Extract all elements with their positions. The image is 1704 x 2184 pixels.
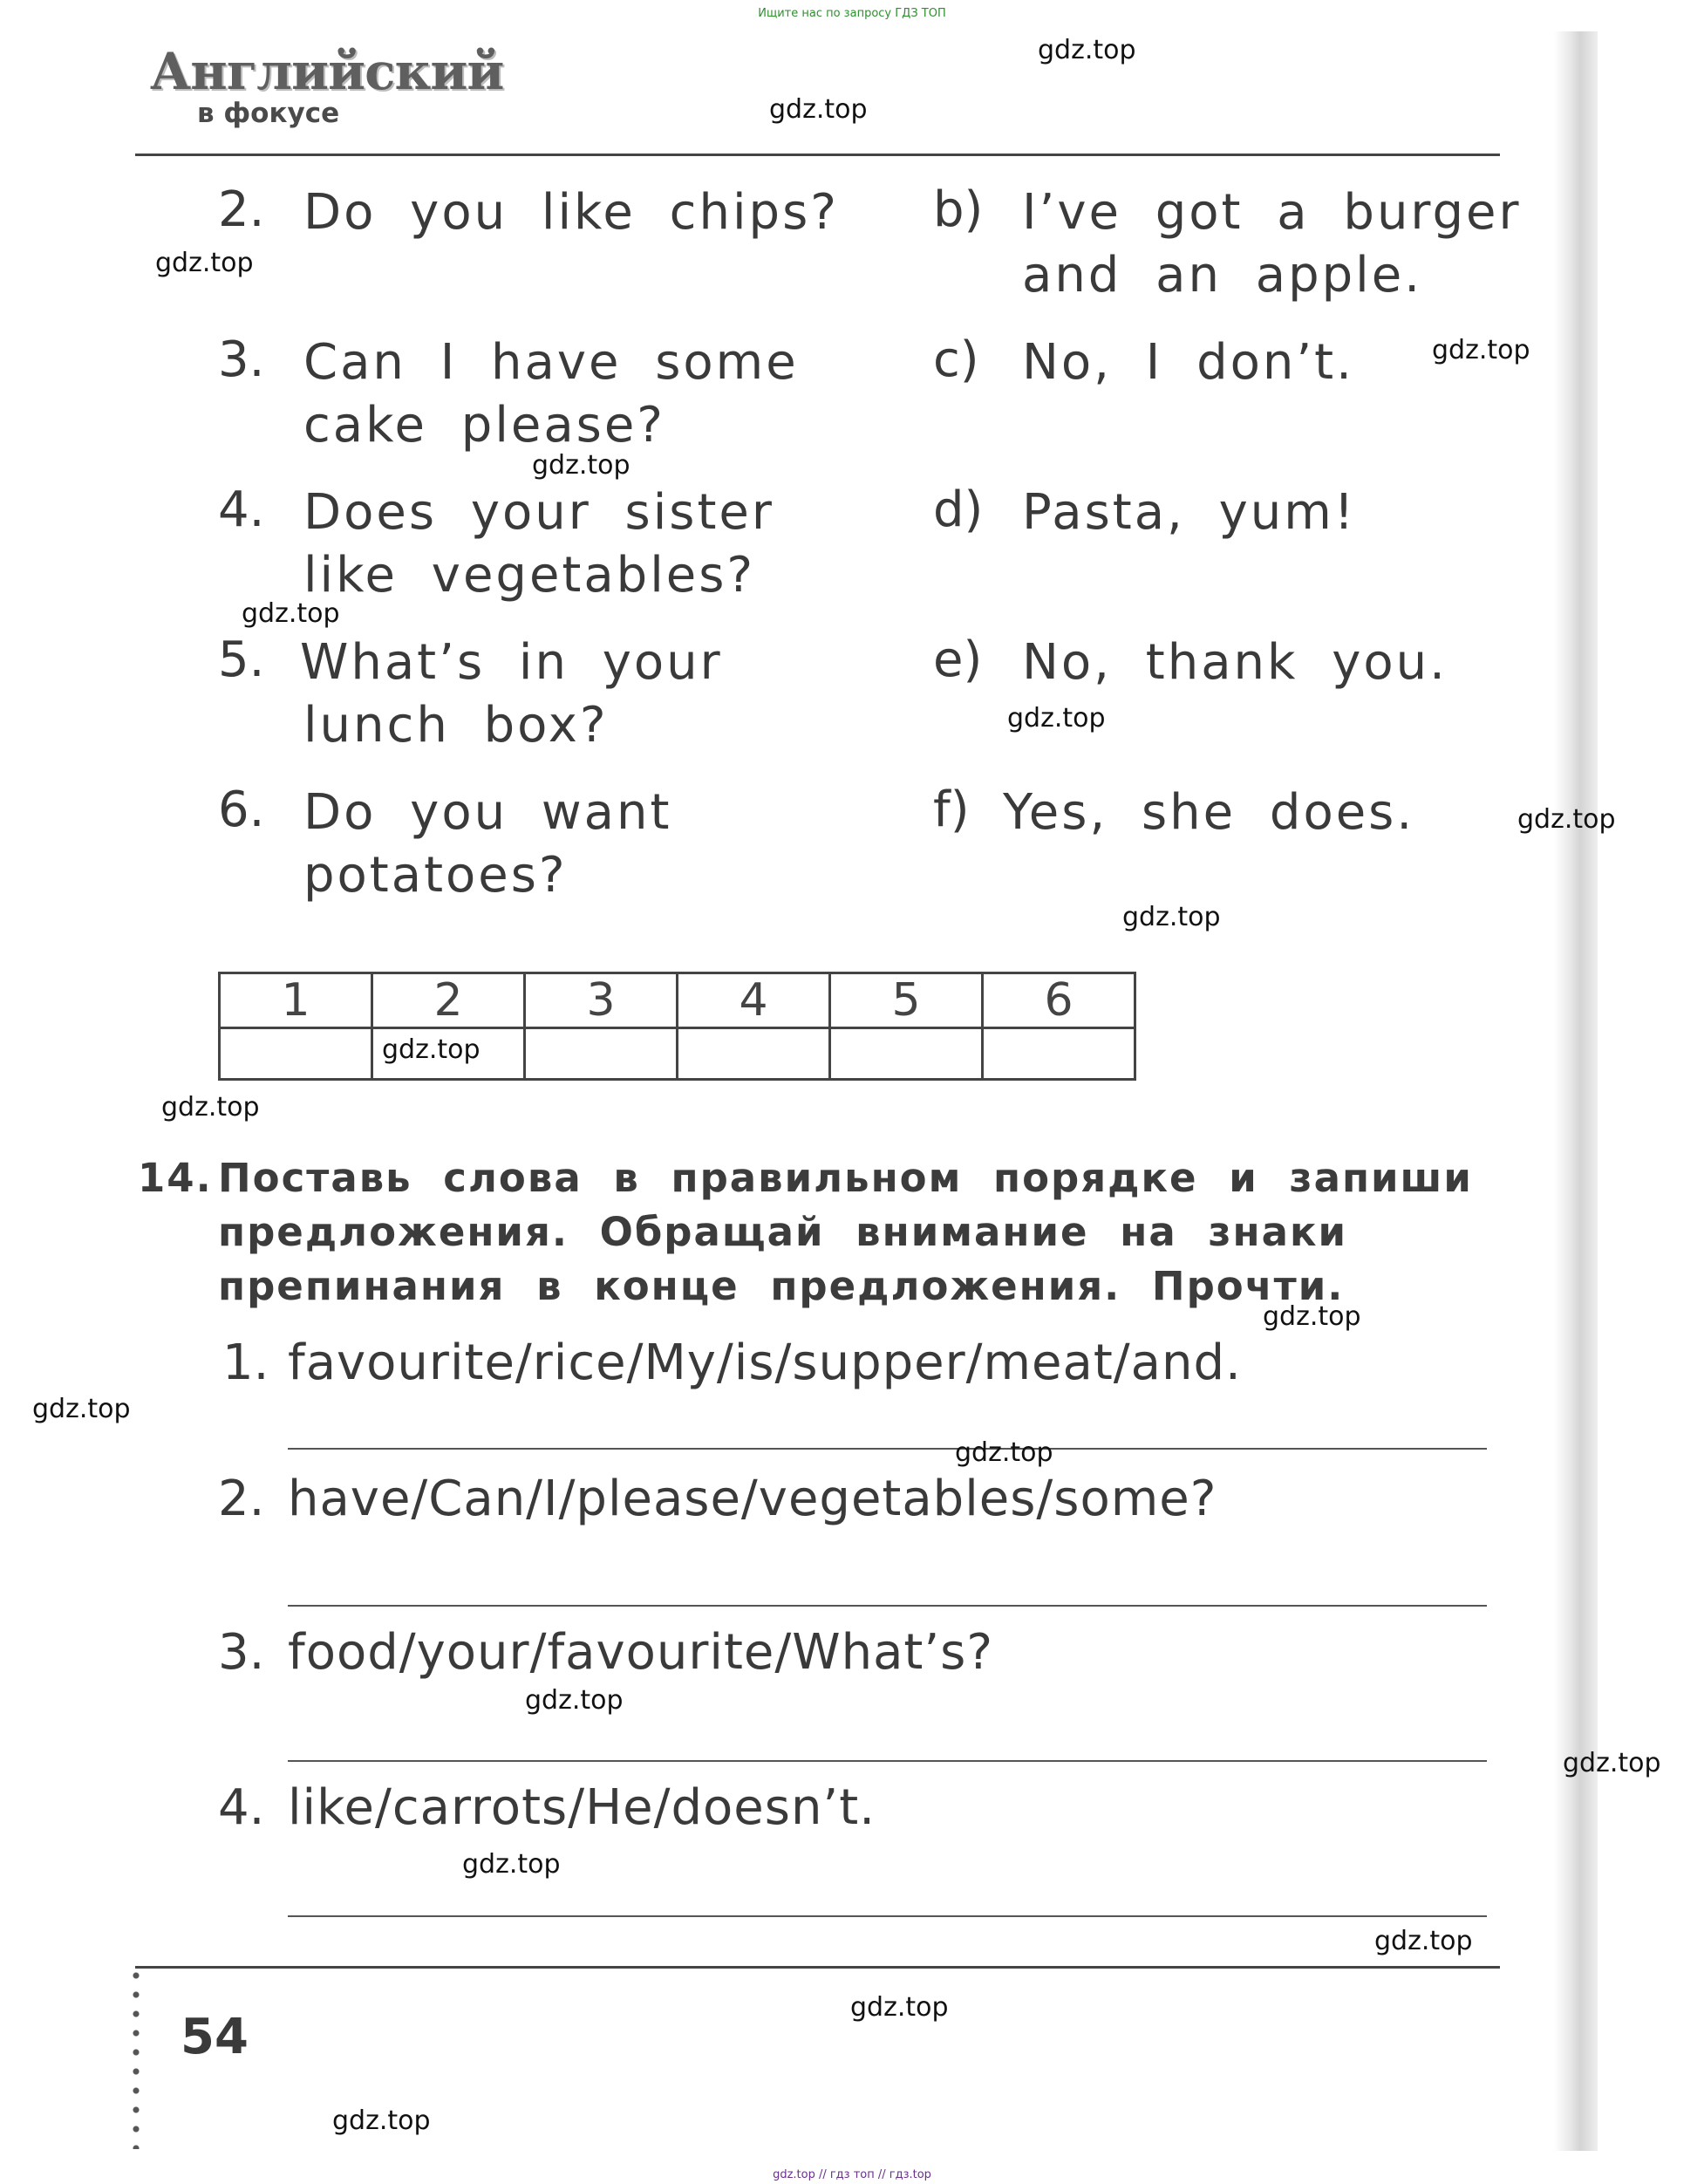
question-line: potatoes? bbox=[303, 847, 568, 904]
watermark: gdz.top bbox=[1122, 902, 1221, 932]
logo-title: Английский bbox=[150, 42, 504, 101]
table-header-cell: 4 bbox=[678, 973, 830, 1028]
answer-writing-line[interactable] bbox=[288, 1760, 1487, 1762]
watermark: gdz.top bbox=[1563, 1748, 1661, 1778]
answer-writing-line[interactable] bbox=[288, 1915, 1487, 1917]
question-number: 3. bbox=[218, 331, 265, 388]
watermark: gdz.top bbox=[382, 1034, 481, 1065]
table-answer-row bbox=[220, 1028, 1135, 1080]
table-header-cell: 3 bbox=[525, 973, 678, 1028]
page-edge-shadow bbox=[1554, 31, 1598, 2151]
table-header-cell: 2 bbox=[372, 973, 525, 1028]
question-number: 6. bbox=[218, 781, 265, 838]
logo-subtitle: в фокусе bbox=[197, 98, 340, 129]
answer-cell[interactable] bbox=[830, 1028, 983, 1080]
answer-letter: c) bbox=[933, 331, 979, 388]
question-line: Do you want bbox=[303, 784, 672, 841]
watermark: gdz.top bbox=[462, 1849, 561, 1880]
exercise-number: 3. bbox=[218, 1624, 265, 1681]
question-number: 4. bbox=[218, 481, 265, 538]
exercise-text: food/your/favourite/What’s? bbox=[288, 1624, 994, 1681]
task-instruction-line: предложения. Обращай внимание на знаки bbox=[218, 1209, 1348, 1255]
question-number: 5. bbox=[218, 631, 265, 688]
answer-cell[interactable] bbox=[678, 1028, 830, 1080]
task-instruction-line: Поставь слова в правильном порядке и запиши bbox=[218, 1155, 1473, 1201]
answer-writing-line[interactable] bbox=[288, 1605, 1487, 1607]
answer-line: No, I don’t. bbox=[1022, 334, 1354, 391]
exercise-number: 2. bbox=[218, 1471, 265, 1527]
answer-cell[interactable] bbox=[220, 1028, 372, 1080]
watermark: gdz.top bbox=[1432, 335, 1530, 365]
answer-cell[interactable] bbox=[525, 1028, 678, 1080]
margin-dots bbox=[132, 1966, 140, 2149]
watermark: gdz.top bbox=[1007, 703, 1106, 734]
answer-writing-line[interactable] bbox=[288, 1448, 1487, 1450]
exercise-number: 4. bbox=[218, 1779, 265, 1836]
question-line: Does your sister bbox=[303, 484, 774, 541]
watermark: gdz.top bbox=[850, 1992, 949, 2023]
answer-line: No, thank you. bbox=[1022, 634, 1448, 691]
watermark: gdz.top bbox=[1517, 804, 1616, 835]
answer-line: Pasta, yum! bbox=[1022, 484, 1357, 541]
watermark: gdz.top bbox=[1038, 35, 1136, 65]
answer-table bbox=[218, 972, 1136, 1081]
question-line: Can I have some bbox=[303, 334, 799, 391]
answer-letter: f) bbox=[933, 781, 970, 838]
answer-letter: d) bbox=[933, 481, 984, 538]
bottom-note: gdz.top // гдз топ // гдз.top bbox=[773, 2168, 931, 2181]
watermark: gdz.top bbox=[525, 1685, 624, 1716]
watermark: gdz.top bbox=[532, 450, 630, 481]
answer-letter: e) bbox=[933, 631, 983, 688]
page-number: 54 bbox=[181, 2009, 249, 2065]
exercise-text: favourite/rice/My/is/supper/meat/and. bbox=[288, 1334, 1242, 1391]
exercise-text: like/carrots/He/doesn’t. bbox=[288, 1779, 876, 1836]
task-instruction-line: препинания в конце предложения. Прочти. bbox=[218, 1263, 1345, 1309]
question-line: cake please? bbox=[303, 397, 666, 454]
question-line: lunch box? bbox=[303, 697, 609, 754]
watermark: gdz.top bbox=[242, 598, 340, 629]
question-number: 2. bbox=[218, 181, 265, 238]
answer-line: and an apple. bbox=[1022, 247, 1422, 304]
watermark: gdz.top bbox=[769, 94, 868, 125]
watermark: gdz.top bbox=[1263, 1301, 1361, 1332]
watermark: gdz.top bbox=[955, 1437, 1053, 1468]
answer-line: Yes, she does. bbox=[1003, 784, 1415, 841]
exercise-text: have/Can/I/please/vegetables/some? bbox=[288, 1471, 1217, 1527]
table-header-cell: 5 bbox=[830, 973, 983, 1028]
footer-rule bbox=[135, 1966, 1500, 1969]
table-header-row bbox=[220, 973, 1135, 1028]
table-header-cell: 1 bbox=[220, 973, 372, 1028]
question-line: Do you like chips? bbox=[303, 184, 839, 241]
answer-cell[interactable] bbox=[983, 1028, 1135, 1080]
question-line: What’s in your bbox=[300, 634, 723, 691]
watermark: gdz.top bbox=[155, 248, 254, 278]
watermark: gdz.top bbox=[1374, 1926, 1473, 1956]
table-header-cell: 6 bbox=[983, 973, 1135, 1028]
question-line: like vegetables? bbox=[303, 547, 756, 604]
header-rule bbox=[135, 154, 1500, 156]
watermark: gdz.top bbox=[161, 1092, 260, 1123]
exercise-number: 1. bbox=[222, 1334, 269, 1391]
watermark: gdz.top bbox=[332, 2106, 431, 2136]
answer-letter: b) bbox=[933, 181, 984, 238]
top-note: Ищите нас по запросу ГДЗ ТОП bbox=[758, 7, 946, 20]
watermark: gdz.top bbox=[32, 1394, 131, 1424]
answer-line: I’ve got a burger bbox=[1022, 184, 1522, 241]
task-number: 14. bbox=[138, 1155, 213, 1201]
